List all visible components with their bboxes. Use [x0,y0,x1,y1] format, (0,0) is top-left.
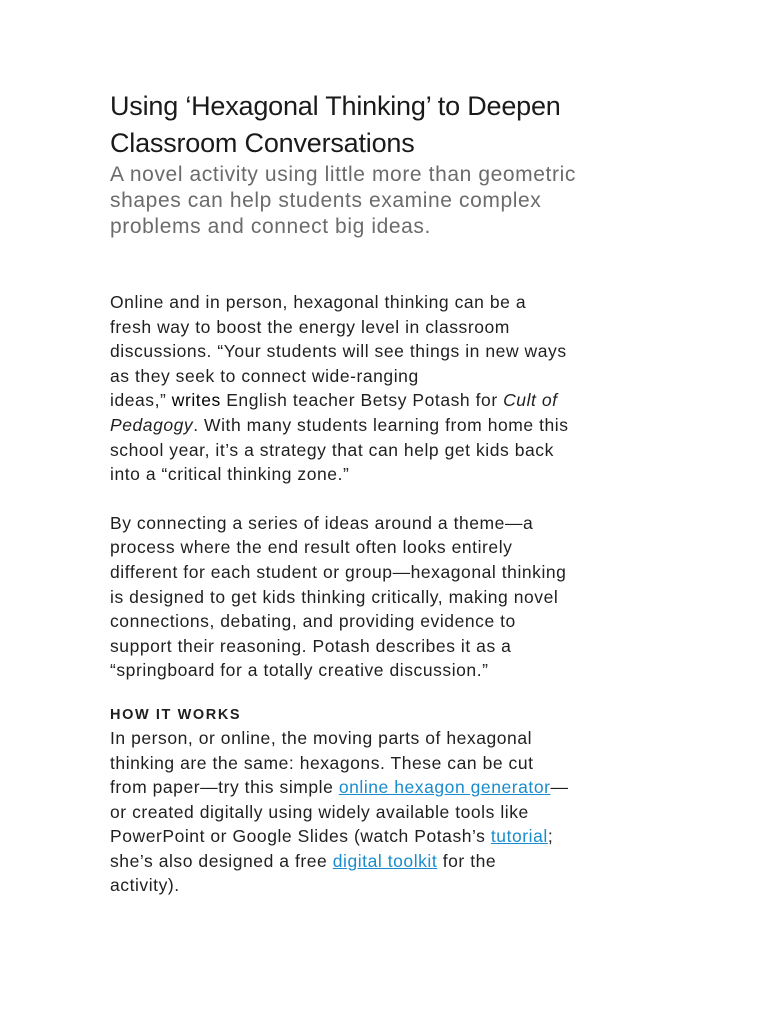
intro-paragraph [110,290,670,487]
paragraph-line: support their reasoning. Potash describes it as a [110,635,512,656]
subtitle-line: shapes can help students examine complex [110,189,542,212]
paragraph-text: ; [547,826,554,847]
subtitle-line: problems and connect big ideas. [110,215,431,238]
second-paragraph [110,511,670,683]
article-title-line: Using ‘Hexagonal Thinking’ to Deepen [110,91,561,121]
article [110,88,670,898]
paragraph-text: PowerPoint or Google Slides (watch Potash’s [110,826,491,847]
writes-link[interactable]: writes [171,390,221,411]
paragraph-line: or created digitally using widely available tools like [110,801,529,822]
paragraph-text: from paper—try this simple [110,777,339,798]
article-subtitle [110,162,670,240]
paragraph-text: English teacher Betsy Potash for [220,390,504,411]
paragraph-line: thinking are the same: hexagons. These can be cut [110,752,534,773]
paragraph-line: as they seek to connect wide-ranging [110,365,419,386]
publication-name: Cult of [503,390,558,411]
paragraph-line: In person, or online, the moving parts of hexagonal [110,727,533,748]
paragraph-line: discussions. “Your students will see things in new ways [110,341,567,362]
paragraph-text: ideas,” [110,390,172,411]
paragraph-text: she’s also designed a free [110,850,333,871]
paragraph-line: different for each student or group—hexagonal thinking [110,561,567,582]
article-title [110,88,670,162]
paragraph-line: By connecting a series of ideas around a theme—a [110,512,534,533]
paragraph-line: connections, debating, and providing evidence to [110,611,516,632]
article-title-line: Classroom Conversations [110,128,415,158]
paragraph-text: . With many students learning from home this [193,414,569,435]
paragraph-line: fresh way to boost the energy level in classroom [110,316,510,337]
paragraph-line: Online and in person, hexagonal thinking can be a [110,292,527,312]
publication-name: Pedagogy [110,414,194,435]
paragraph-line: “springboard for a totally creative discussion.” [110,660,489,681]
how-it-works-paragraph [110,726,670,898]
digital-toolkit-link[interactable]: digital toolkit [332,850,438,871]
paragraph-line: school year, it’s a strategy that can help get kids back [110,439,554,460]
tutorial-link[interactable]: tutorial [490,826,548,847]
paragraph-line: is designed to get kids thinking critically, making novel [110,586,559,607]
subtitle-line: A novel activity using little more than geometric [110,163,576,186]
paragraph-line: into a “critical thinking zone.” [110,464,350,485]
paragraph-text: — [550,777,569,798]
hexagon-generator-link[interactable]: online hexagon generator [338,777,551,798]
section-heading: HOW IT WORKS [110,706,242,723]
paragraph-text: for the [437,850,497,871]
paragraph-line: activity). [110,875,180,896]
paragraph-line: process where the end result often looks entirely [110,537,513,558]
